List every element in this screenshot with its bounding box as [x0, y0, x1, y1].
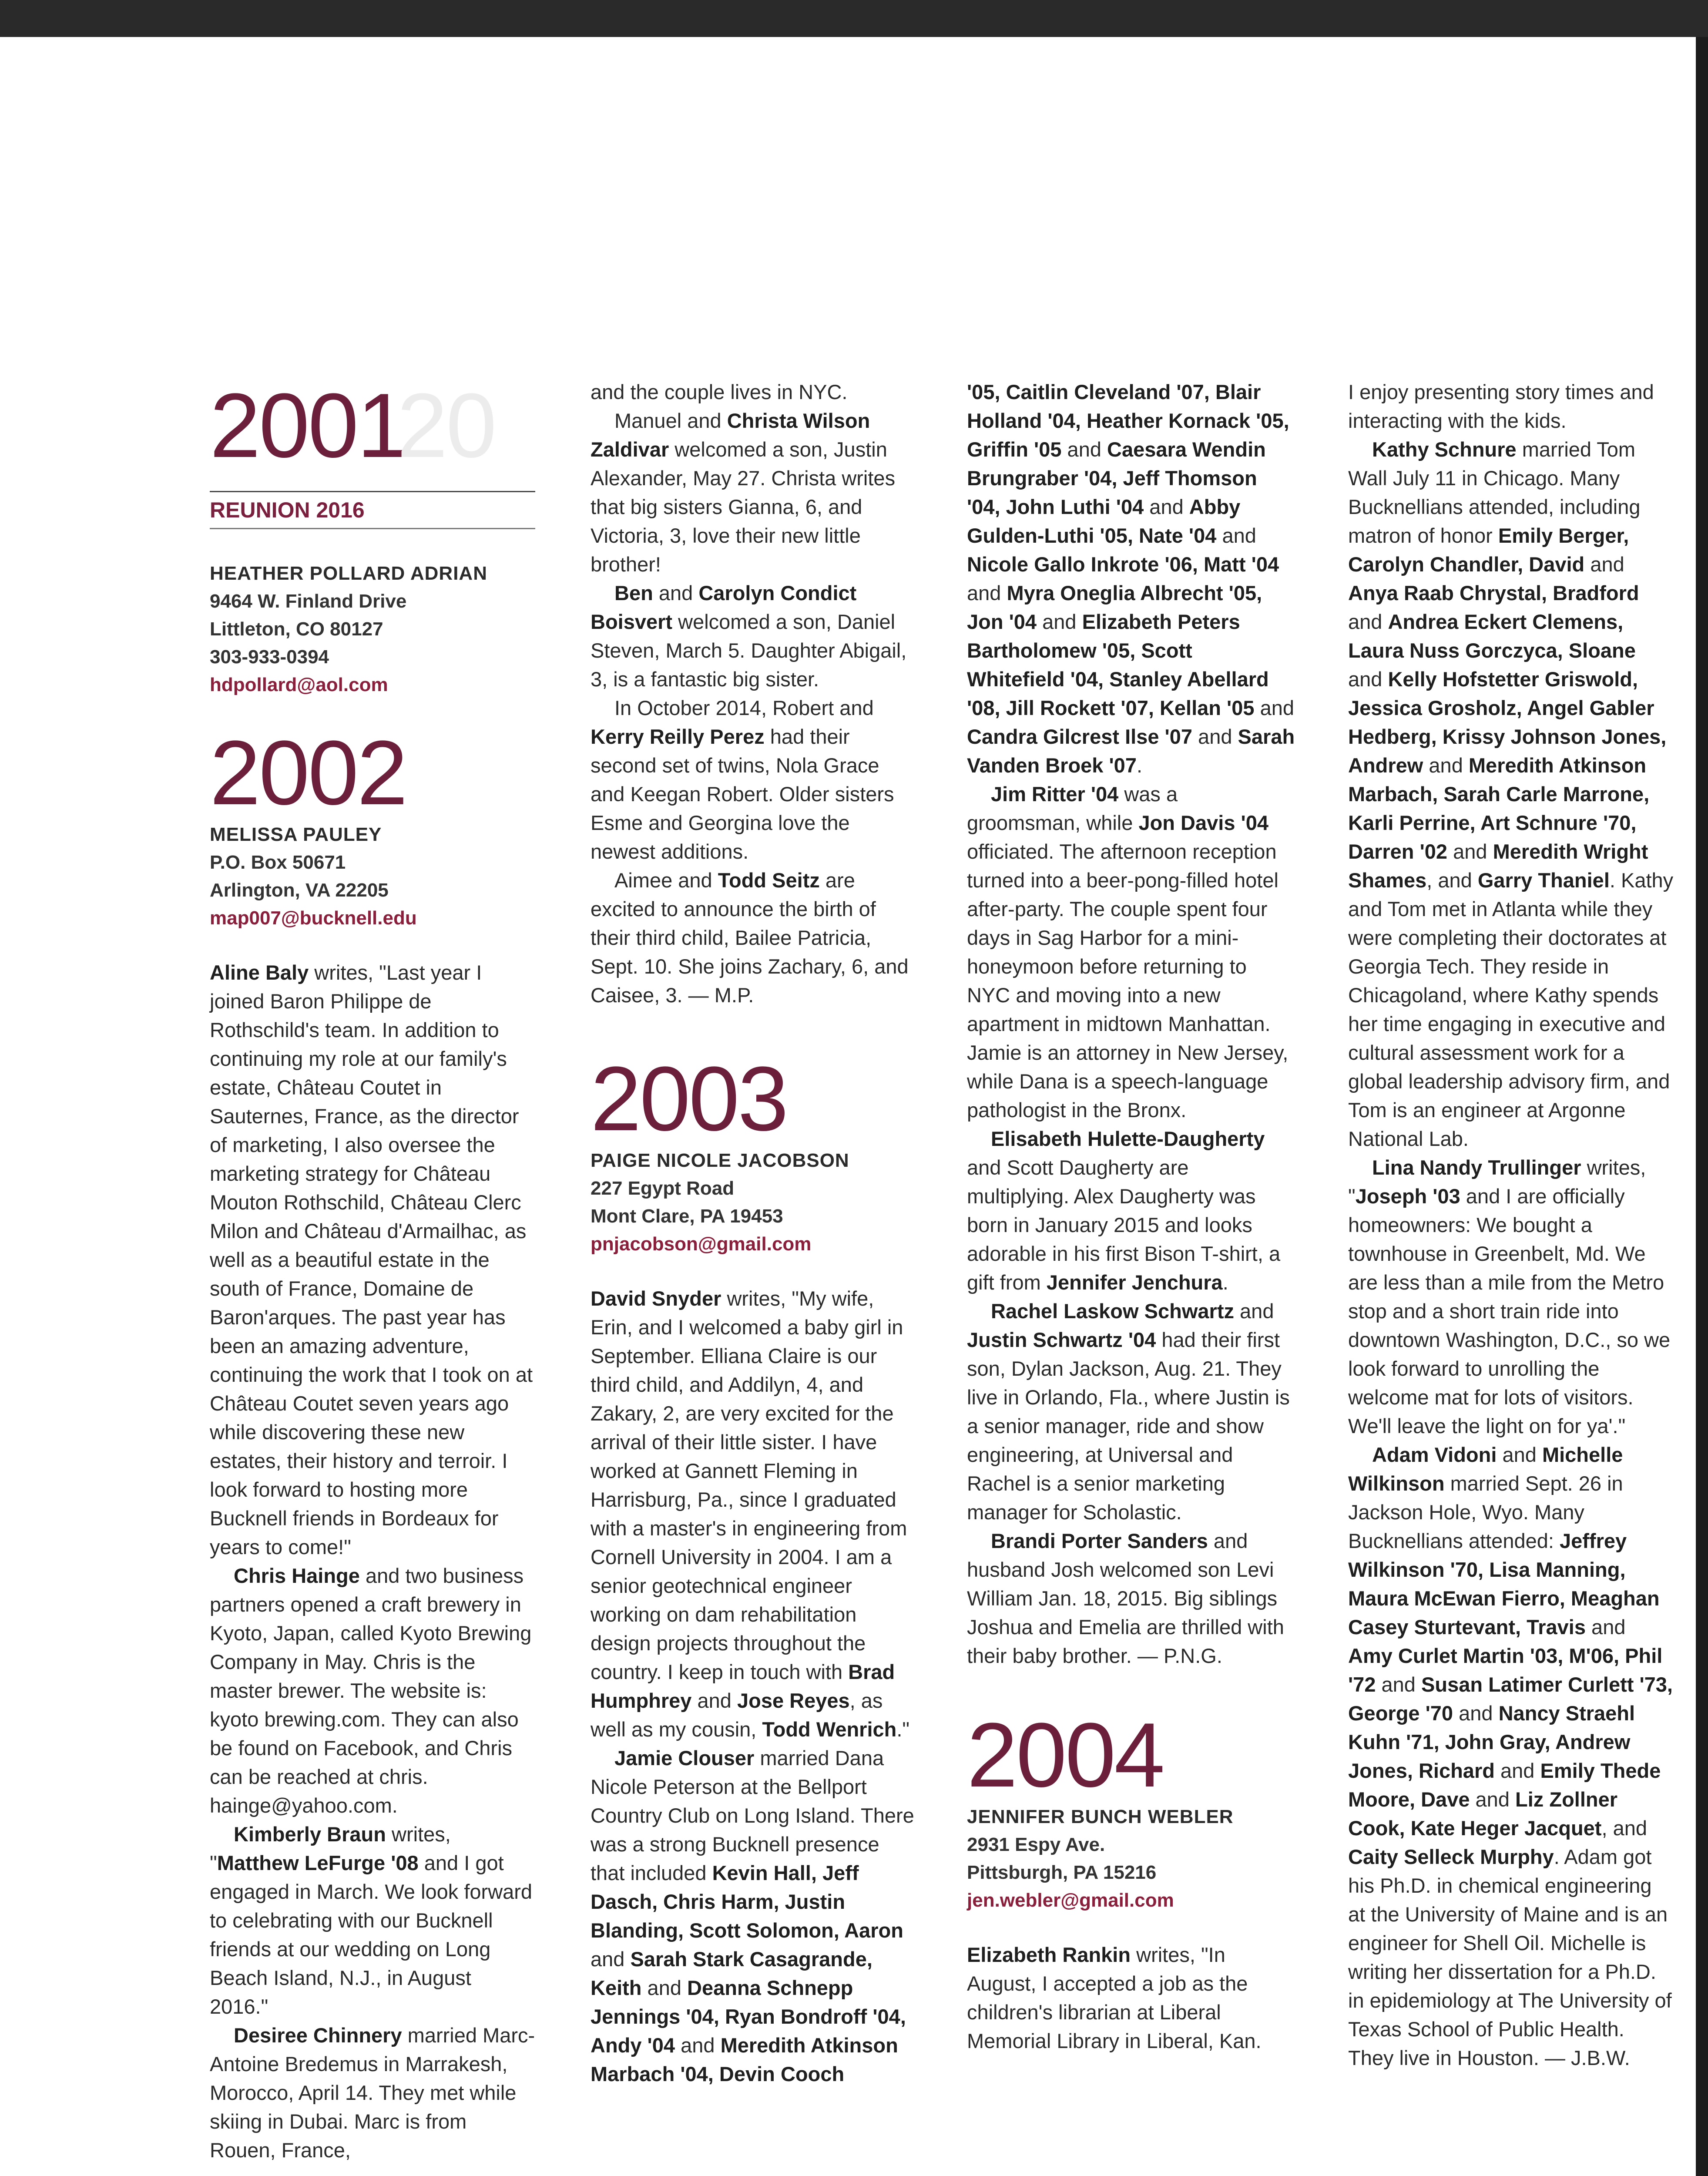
class-note — [967, 1941, 1295, 2055]
note-name: Deanna Schnepp Jennings '04, Ryan Bondroff '04, Andy '04 — [591, 1976, 906, 2057]
year-heading-2001 — [210, 374, 535, 478]
year-heading-2002 — [210, 722, 535, 824]
note-name: Susan Latimer Curlett '73, George '70 — [1348, 1673, 1673, 1725]
reporter-city: Mont Clare, PA 19453 — [591, 1206, 783, 1227]
reporter-email[interactable]: map007@bucknell.edu — [210, 907, 417, 929]
note-name: Justin Schwartz '04 — [967, 1328, 1156, 1351]
note-name: Carolyn Condict Boisvert — [591, 581, 857, 633]
note-text: In October 2014, Robert and — [614, 696, 874, 719]
note-name: Todd Seitz — [718, 869, 820, 892]
note-text: was a groomsman, while — [967, 782, 1178, 834]
class-reporter-2001 — [210, 560, 535, 699]
note-name: Jennifer Jenchura — [1046, 1271, 1223, 1294]
class-note — [967, 780, 1295, 1125]
note-text: and Scott Daugherty are multiplying. Alex Daugherty was born in January 2015 and looks adorable in his first Bison T-shirt, a gift from — [967, 1156, 1281, 1294]
column-1 — [210, 374, 535, 2165]
note-text: and — [1216, 524, 1256, 547]
note-text: and — [967, 581, 1007, 604]
note-text: , as well as my cousin, — [591, 1689, 883, 1741]
note-name: David Snyder — [591, 1287, 721, 1310]
class-note — [967, 1125, 1295, 1297]
note-name: Caesara Wendin Brungraber '04, Jeff Thomson '04, John Luthi '04 — [967, 438, 1266, 518]
note-text: . Adam got his Ph.D. in chemical engineering at the University of Maine and is an engineer for Shell Oil. Michelle is writing her dissertation for a Ph.D. in epidemiology at The University of Texas School of Public Health. They live in Houston. — J.B.W. — [1348, 1845, 1672, 2069]
note-name: Ben — [614, 581, 653, 604]
note-name: Sarah Stark Casagrande, Keith — [591, 1948, 872, 1999]
note-name: Kelly Hofstetter Griswold, Jessica Grosholz, Angel Gabler Hedberg, Krissy Johnson Jones, Andrew — [1348, 668, 1667, 777]
note-text: welcomed a son, Daniel Steven, March 5. Daughter Abigail, 3, is a fantastic big sister. — [591, 610, 907, 691]
note-text: and — [1234, 1300, 1274, 1323]
column-4 — [1348, 378, 1674, 2072]
reporter-address: 9464 W. Finland Drive — [210, 591, 407, 612]
reporter-address: 2931 Espy Ave. — [967, 1834, 1105, 1855]
reporter-email[interactable]: hdpollard@aol.com — [210, 674, 388, 695]
note-text: and — [653, 581, 699, 604]
note-name: Kathy Schnure — [1372, 438, 1517, 461]
note-name: Jim Ritter '04 — [991, 782, 1119, 806]
year-2003: 2003 — [591, 1048, 787, 1150]
year-2001: 2001 — [210, 374, 406, 477]
note-name: Abby Gulden-Luthi '05, Nate '04 — [967, 495, 1241, 547]
note-text: and — [1447, 840, 1493, 863]
class-note — [591, 1744, 915, 2089]
note-text: and — [1494, 1759, 1540, 1782]
note-name: Jamie Clouser — [614, 1746, 755, 1770]
column-2 — [591, 378, 915, 2089]
note-text: writes, "My wife, Erin, and I welcomed a baby girl in September. Elliana Claire is our third child, and Addilyn, 4, and Zakary, 2, are very excited for the arrival of their little sister. I have worked at Gannett Fleming in Harrisburg, Pa., since I graduated with a master's in engineering from Cornell University in 2004. I am a senior geotechnical engineer working on dam rehabilitation design projects throughout the country. I keep in touch with — [591, 1287, 907, 1683]
note-text: and — [1423, 754, 1469, 777]
note-text: Aimee and — [614, 869, 718, 892]
reporter-email[interactable]: pnjacobson@gmail.com — [591, 1233, 812, 1255]
note-name: Lina Nandy Trullinger — [1372, 1156, 1581, 1179]
note-text: welcomed a son, Justin Alexander, May 27. Christa writes that big sisters Gianna, 6, and Victoria, 3, love their new little brother! — [591, 438, 896, 576]
reunion-label: REUNION 2016 — [210, 492, 535, 529]
class-note — [591, 406, 915, 579]
note-text: and — [1144, 495, 1189, 518]
note-name: Brad Humphrey — [591, 1660, 895, 1712]
note-text: and — [1192, 725, 1238, 748]
note-text: . — [1136, 754, 1143, 777]
note-text: writes, "Last year I joined Baron Philippe de Rothschild's team. In addition to continuing my role at our family's estate, Château Coutet in Sauternes, France, as the director of marketing, I also oversee the marketing strategy for Château Mouton Rothschild, Château Clerc Milon and Château d'Armailhac, as well as a beautiful estate in the south of France, Domaine de Baron'arques. The past year has been an amazing adventure, continuing the work that I took on at Château Coutet seven years ago while discovering these new estates, their history and terroir. I look forward to hosting more Bucknell friends in Bordeaux for years to come!" — [210, 961, 533, 1558]
class-note — [967, 378, 1295, 780]
note-text: and — [591, 1948, 631, 1971]
reporter-city: Littleton, CO 80127 — [210, 618, 383, 640]
reporter-address: P.O. Box 50671 — [210, 852, 346, 873]
reporter-email[interactable]: jen.webler@gmail.com — [967, 1890, 1174, 1911]
note-text: and — [1470, 1788, 1516, 1811]
note-name: Jeffrey Wilkinson '70, Lisa Manning, Maura McEwan Fierro, Meaghan Casey Sturtevant, Travis — [1348, 1529, 1660, 1639]
class-note — [1348, 1441, 1674, 2072]
note-name: Jon Davis '04 — [1138, 811, 1268, 834]
note-name: '05, Caitlin Cleveland '07, Blair Holland '04, Heather Kornack '05, Griffin '05 — [967, 380, 1289, 461]
note-text: and — [1376, 1673, 1422, 1696]
column-3 — [967, 378, 1295, 2055]
note-text: and — [1453, 1702, 1499, 1725]
note-text: and — [1497, 1443, 1542, 1466]
note-name: Elisabeth Hulette-Daugherty — [991, 1127, 1265, 1150]
note-name: Sarah Vanden Broek '07 — [967, 725, 1295, 777]
note-text: married Tom Wall July 11 in Chicago. Many Bucknellians attended, including matron of honor — [1348, 438, 1641, 547]
class-note — [591, 694, 915, 866]
note-name: Elizabeth Rankin — [967, 1943, 1131, 1966]
note-text: . Kathy and Tom met in Atlanta while they were completing their doctorates at Georgia Tech. They reside in Chicagoland, where Kathy spends her time engaging in executive and cultural assessment work for a global leadership advisory firm, and Tom is an engineer at Argonne National Lab. — [1348, 869, 1674, 1150]
note-text: and — [641, 1976, 688, 1999]
note-text: had their first son, Dylan Jackson, Aug. 21. They live in Orlando, Fla., where Justin is a senior manager, ride and show engineering, at Universal and Rachel is a senior marketing manager for Scholastic. — [967, 1328, 1290, 1524]
note-text: writes, " — [1348, 1156, 1646, 1208]
class-note — [210, 1561, 535, 1820]
note-text: and husband Josh welcomed son Levi William Jan. 18, 2015. Big siblings Joshua and Emelia are thrilled with their baby brother. — P.N.G. — [967, 1529, 1284, 1667]
note-name: Andrea Eckert Clemens, Laura Nuss Gorczyca, Sloane — [1348, 610, 1636, 662]
year-heading-2003 — [591, 1048, 915, 1150]
note-name: Garry Thaniel — [1477, 869, 1610, 892]
note-text: and — [1061, 438, 1107, 461]
note-name: Aline Baly — [210, 961, 309, 984]
note-text: and — [1037, 610, 1082, 633]
class-note — [967, 1297, 1295, 1527]
note-name: Kevin Hall, Jeff Dasch, Chris Harm, Justin Blanding, Scott Solomon, Aaron — [591, 1861, 903, 1942]
note-text: and the couple lives in NYC. — [591, 380, 848, 403]
note-text: writes, " — [210, 1823, 451, 1874]
note-name: Brandi Porter Sanders — [991, 1529, 1208, 1552]
class-note — [210, 1820, 535, 2021]
note-text: and — [1348, 610, 1388, 633]
reporter-city: Pittsburgh, PA 15216 — [967, 1862, 1157, 1883]
class-note — [591, 866, 915, 1010]
note-text: ." — [896, 1718, 910, 1741]
note-name: Rachel Laskow Schwartz — [991, 1300, 1234, 1323]
note-text: and — [691, 1689, 737, 1712]
note-name: Jose Reyes — [737, 1689, 850, 1712]
note-name: Anya Raab Chrystal, Bradford — [1348, 581, 1639, 604]
year-heading-2004 — [967, 1704, 1295, 1806]
note-name: Kimberly Braun — [234, 1823, 386, 1846]
year-2004: 2004 — [967, 1704, 1164, 1806]
note-text: , and — [1426, 869, 1478, 892]
note-name: Joseph '03 — [1355, 1185, 1460, 1208]
note-name: Emily Thede Moore, Dave — [1348, 1759, 1661, 1811]
year-2002: 2002 — [210, 722, 406, 824]
note-name: Caity Selleck Murphy — [1348, 1845, 1554, 1868]
class-note — [1348, 1153, 1674, 1441]
note-name: Nicole Gallo Inkrote '06, Matt '04 — [967, 553, 1279, 576]
class-reporter-2003 — [591, 1147, 915, 1258]
class-note — [210, 2021, 535, 2165]
note-name: Christa Wilson Zaldivar — [591, 409, 870, 461]
class-note — [1348, 378, 1674, 435]
reporter-name: JENNIFER BUNCH WEBLER — [967, 1806, 1234, 1827]
note-text: and — [1584, 553, 1624, 576]
reporter-name: MELISSA PAULEY — [210, 824, 382, 845]
scan-right-edge — [1696, 37, 1708, 2176]
note-text: and — [1586, 1615, 1626, 1639]
note-text: . — [1222, 1271, 1228, 1294]
scan-top-edge — [0, 0, 1708, 37]
note-text: and I are officially homeowners: We bought a townhouse in Greenbelt, Md. We are less than a mile from the Metro stop and a short train ride into downtown Washington, D.C., so we look forward to unrolling the welcome mat for lots of visitors. We'll leave the light on for ya'." — [1348, 1185, 1671, 1437]
class-note — [210, 958, 535, 1561]
note-name: Amy Curlet Martin '03, M'06, Phil '72 — [1348, 1644, 1663, 1696]
note-text: and — [675, 2034, 721, 2057]
note-name: Meredith Atkinson Marbach '04, Devin Cooch — [591, 2034, 898, 2085]
note-name: Kerry Reilly Perez — [591, 725, 765, 748]
note-text: and I got engaged in March. We look forward to celebrating with our Bucknell friends at our wedding on Long Beach Island, N.J., in August 2016." — [210, 1851, 533, 2018]
class-note — [967, 1527, 1295, 1670]
class-reporter-2004 — [967, 1803, 1295, 1914]
note-text: married Sept. 26 in Jackson Hole, Wyo. Many Bucknellians attended: — [1348, 1472, 1623, 1552]
note-name: Todd Wenrich — [762, 1718, 897, 1741]
note-text: married Marc-Antoine Bredemus in Marrakesh, Morocco, April 14. They met while skiing in Dubai. Marc is from Rouen, France, — [210, 2024, 535, 2162]
reporter-name: HEATHER POLLARD ADRIAN — [210, 563, 487, 584]
reporter-address: 227 Egypt Road — [591, 1178, 735, 1199]
note-text: had their second set of twins, Nola Grace and Keegan Robert. Older sisters Esme and Georgina love the newest additions. — [591, 725, 894, 863]
note-text: Manuel and — [614, 409, 727, 432]
note-text: are excited to announce the birth of their third child, Bailee Patricia, Sept. 10. She joins Zachary, 6, and Caisee, 3. — M.P. — [591, 869, 909, 1007]
class-note — [1348, 435, 1674, 1153]
note-text: officiated. The afternoon reception turned into a beer-pong-filled hotel after-party. The couple spent four days in Sag Harbor for a mini-honeymoon before returning to NYC and moving into a new apartment in midtown Manhattan. Jamie is an attorney in New Jersey, while Dana is a speech-language pathologist in the Bronx. — [967, 840, 1289, 1122]
note-name: Meredith Atkinson Marbach, Sarah Carle Marrone, Karli Perrine, Art Schnure '70, Darren '02 — [1348, 754, 1650, 863]
year-ghost-text: 20 — [397, 374, 495, 477]
note-name: Elizabeth Peters Bartholomew '05, Scott Whitefield '04, Stanley Abellard '08, Jill Rockett '07, Kellan '05 — [967, 610, 1269, 719]
note-name: Nancy Straehl Kuhn '71, John Gray, Andrew Jones, Richard — [1348, 1702, 1635, 1782]
class-note — [591, 579, 915, 694]
note-name: Desiree Chinnery — [234, 2024, 402, 2047]
note-text: , and — [1601, 1817, 1647, 1840]
class-reporter-2002 — [210, 821, 535, 932]
reporter-city: Arlington, VA 22205 — [210, 880, 389, 901]
note-name: Michelle Wilkinson — [1348, 1443, 1623, 1495]
reporter-name: PAIGE NICOLE JACOBSON — [591, 1150, 849, 1171]
note-name: Chris Hainge — [234, 1564, 360, 1587]
class-note — [591, 1284, 915, 1744]
note-name: Meredith Wright Shames — [1348, 840, 1648, 892]
note-text: and two business partners opened a craft brewery in Kyoto, Japan, called Kyoto Brewing Company in May. Chris is the master brewer. The website is: kyoto brewing.com. They can also be found on Facebook, and Chris can be reached at chris. hainge@yahoo.com. — [210, 1564, 532, 1817]
note-text: I enjoy presenting story times and interacting with the kids. — [1348, 380, 1654, 432]
note-name: Liz Zollner Cook, Kate Heger Jacquet — [1348, 1788, 1618, 1840]
note-text: married Dana Nicole Peterson at the Bellport Country Club on Long Island. There was a strong Bucknell presence that included — [591, 1746, 914, 1884]
note-name: Candra Gilcrest Ilse '07 — [967, 725, 1192, 748]
class-note — [591, 378, 915, 406]
note-text: and — [1348, 668, 1388, 691]
note-name: Matthew LeFurge '08 — [217, 1851, 419, 1874]
note-name: Adam Vidoni — [1372, 1443, 1497, 1466]
reporter-phone: 303-933-0394 — [210, 646, 329, 668]
note-text: and — [1254, 696, 1294, 719]
note-name: Emily Berger, Carolyn Chandler, David — [1348, 524, 1629, 576]
note-text: writes, "In August, I accepted a job as the children's librarian at Liberal Memorial Library in Liberal, Kan. — [967, 1943, 1262, 2052]
note-name: Myra Oneglia Albrecht '05, Jon '04 — [967, 581, 1262, 633]
